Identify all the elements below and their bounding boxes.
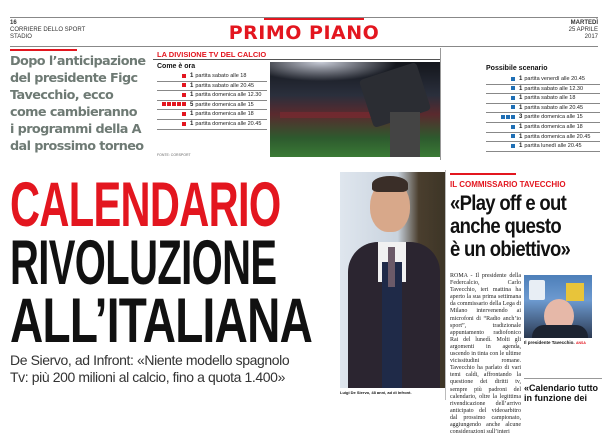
scenario-row — [486, 113, 600, 123]
deck-text — [10, 53, 158, 155]
match-count: 1 — [519, 76, 523, 82]
issue-year: 2017 — [584, 34, 598, 40]
match-count: 1 — [190, 111, 194, 118]
match-slot: partita lunedì alle 20.45 — [524, 143, 582, 150]
sidebar-blockquote: «Calendario tutto in funzione dei — [524, 383, 599, 403]
match-square-icon — [182, 102, 186, 106]
issue-date: 25 APRILE — [568, 27, 598, 33]
scenario-row — [486, 75, 600, 85]
match-square-icon — [182, 112, 186, 116]
match-square-icon — [511, 96, 515, 100]
match-square-icon — [172, 102, 176, 106]
match-square-icon — [182, 93, 186, 97]
photo-credit: ANSA — [575, 341, 586, 345]
deck-line: i programmi della A — [10, 122, 141, 137]
subheadline-line: Tv: più 200 milioni al calcio, fino a quota 1.400» — [10, 369, 285, 385]
caption-text: Il presidente Tavecchio. — [524, 340, 575, 345]
sidebar-quote — [450, 192, 605, 261]
match-square-icon — [162, 102, 166, 106]
sidebar-bar — [450, 173, 516, 175]
match-count: 1 — [190, 121, 194, 127]
quote-line: «Play off e out — [450, 191, 567, 215]
scenario-row — [486, 133, 600, 143]
subheadline — [10, 352, 289, 386]
sidebar-body-text: ROMA - Il presidente della Federcalcio, Carlo Tavecchio, ieri mattina ha aperto la sua prima settimana da commissario della Lega di Milano intervenendo ai microfoni di “Radio anch’io sport”, tradizionale appuntamento radiofonico Rai del lunedì. Molti gli argomenti in agenda, uscendo in tinta con le ultime vicissitudini romane. Tavecchio ha parlato di vari temi caldi, affrontando la questione dei diritti tv, sempre più padroni del calendario, oltre la legittima rivendicazione dell’arrivo anticipato del videoarbitro dal prossimo campionato, aggiungendo anche alcune considerazioni sull’interi — [450, 273, 521, 436]
match-slot: partite domenica alle 15 — [524, 114, 583, 121]
current-row — [157, 101, 267, 111]
match-square-icon — [182, 74, 186, 78]
current-heading: Come è ora — [157, 63, 196, 70]
scenario-row — [486, 104, 600, 114]
deck-line: Dopo l’anticipazione — [10, 54, 146, 69]
current-row — [157, 120, 267, 130]
match-slot: partita sabato alle 20.45 — [195, 82, 255, 89]
page-meta-right — [569, 20, 598, 41]
match-slot: partita venerdì alle 20.45 — [524, 76, 585, 82]
header-bottom-rule — [10, 46, 598, 47]
match-count: 1 — [190, 92, 194, 99]
match-square-icon — [511, 77, 515, 81]
tv-camera-stadium-photo — [270, 62, 440, 157]
page-number: 16 — [10, 20, 17, 26]
scenario-row — [486, 142, 600, 152]
match-slot: partita domenica alle 20.45 — [195, 121, 262, 127]
scenario-row — [486, 85, 600, 95]
headline-line-2: RIVOLUZIONE — [10, 228, 277, 298]
match-square-icon — [501, 115, 505, 119]
deck-line: come cambieranno — [10, 105, 137, 120]
deck-line: Tavecchio, ecco — [10, 88, 114, 103]
de-siervo-portrait — [340, 172, 445, 388]
source-note: FONTE: CORSPORT — [157, 153, 191, 157]
current-row — [157, 72, 267, 82]
match-slot: partita sabato alle 18 — [524, 95, 576, 102]
deck-line: dal prossimo torneo — [10, 139, 144, 154]
publication-name: CORRIERE DELLO SPORT — [10, 27, 86, 33]
match-count: 1 — [519, 124, 523, 130]
match-count: 1 — [519, 95, 523, 102]
match-square-icon — [511, 86, 515, 90]
match-count: 1 — [190, 73, 194, 79]
current-row — [157, 91, 267, 101]
deck-line: del presidente Figc — [10, 71, 138, 86]
quote-line: è un obiettivo» — [450, 237, 571, 261]
section-title: PRIMO PIANO — [228, 22, 380, 44]
match-square-icon — [511, 134, 515, 138]
match-count: 1 — [190, 82, 194, 89]
match-square-icon — [182, 83, 186, 87]
infographic-title: LA DIVISIONE TV DEL CALCIO — [157, 50, 267, 59]
scenario-heading: Possibile scenario — [486, 65, 548, 72]
match-count: 1 — [519, 133, 523, 140]
match-count: 5 — [190, 101, 194, 108]
match-square-icon — [511, 115, 515, 119]
masthead-bar — [264, 18, 364, 20]
subheadline-line: De Siervo, ad Infront: «Niente modello spagnolo — [10, 352, 290, 368]
scenario-row — [486, 94, 600, 104]
current-row — [157, 82, 267, 92]
match-slot: partita sabato alle 18 — [195, 73, 247, 79]
match-count: 3 — [519, 114, 523, 121]
match-square-icon — [506, 115, 510, 119]
match-slot: partite domenica alle 15 — [195, 101, 254, 108]
issue-day: MARTEDÌ — [570, 20, 598, 26]
current-row — [157, 110, 267, 120]
headline-line-1: CALENDARIO — [10, 170, 281, 240]
match-square-icon — [511, 105, 515, 109]
match-slot: partita sabato alle 12.30 — [524, 85, 584, 92]
edition-name: STADIO — [10, 34, 32, 40]
match-square-icon — [182, 122, 186, 126]
tavecchio-caption — [524, 340, 586, 345]
match-slot: partita domenica alle 18 — [524, 124, 583, 130]
match-square-icon — [177, 102, 181, 106]
match-slot: partita domenica alle 20.45 — [524, 133, 591, 140]
match-slot: partita domenica alle 18 — [195, 111, 254, 118]
sidebar-kicker: IL COMMISSARIO TAVECCHIO — [450, 180, 566, 189]
portrait-caption: Luigi De Siervo, 48 anni, ad di Infront. — [340, 390, 412, 395]
tavecchio-photo — [524, 275, 592, 338]
match-slot: partita domenica alle 12.30 — [195, 92, 262, 99]
match-count: 1 — [519, 143, 523, 150]
match-square-icon — [511, 144, 515, 148]
match-count: 1 — [519, 104, 523, 111]
headline-line-3: ALL’ITALIANA — [10, 286, 313, 356]
deck-bar — [10, 49, 77, 51]
match-square-icon — [511, 125, 515, 129]
match-slot: partita sabato alle 20.45 — [524, 104, 584, 111]
match-count: 1 — [519, 85, 523, 92]
scenario-row — [486, 123, 600, 133]
match-square-icon — [167, 102, 171, 106]
quote-line: anche questo — [450, 214, 561, 238]
